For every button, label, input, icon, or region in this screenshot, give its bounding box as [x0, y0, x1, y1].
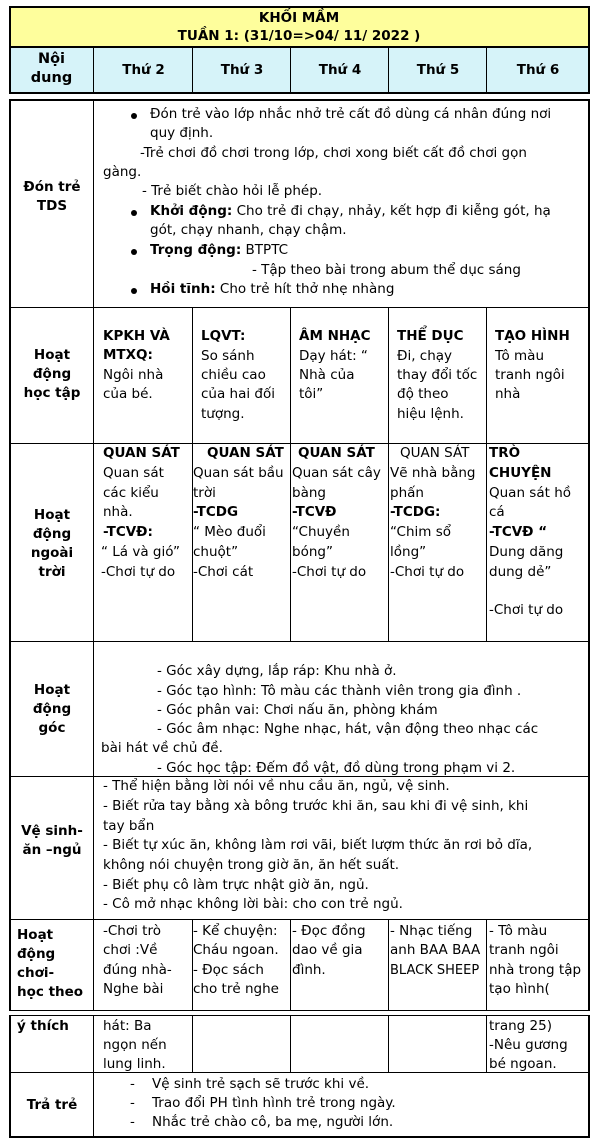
row-label-goc-2: động — [32, 701, 72, 717]
choi-mon-line-7: lung linh. — [103, 1056, 166, 1072]
bullet-1 — [131, 113, 137, 119]
tra-tre-line-3: Nhắc trẻ chào cô, ba mẹ, người lớn. — [152, 1114, 394, 1130]
choi-mon-line-4: Nghe bài — [103, 981, 164, 997]
hoc-tap-wed-text-3: tôi” — [299, 386, 324, 402]
body2-col-line-4 — [388, 1015, 389, 1072]
choi-tue-line-3: - Đọc sách — [193, 962, 264, 978]
hoc-tap-mon-title-2: MTXQ: — [103, 347, 153, 363]
ve-sinh-line-3: tay bẩn — [103, 818, 155, 834]
nt-wed-line-4: “Chuyền — [292, 524, 350, 540]
row-label-choi-5: ý thích — [17, 1018, 69, 1034]
tra-tre-dash-1: - — [130, 1076, 135, 1092]
row-label-ngoai-troi-2: động — [32, 526, 72, 542]
body2-col-line-2 — [192, 1015, 193, 1072]
hoi-tinh-label: Hồi tĩnh: — [150, 281, 216, 297]
choi-mon-line-2: chơi :Về — [103, 942, 158, 958]
nt-tue-line-6: -Chơi cát — [193, 564, 254, 580]
goc-line-6: - Góc học tập: Đếm đồ vật, đồ dùng trong phạm vi 2. — [157, 760, 516, 776]
row-label-ngoai-troi-4: trời — [38, 564, 66, 580]
nt-mon-line-3: nhà. — [103, 504, 133, 520]
hoc-tap-wed-text-2: Nhà của — [299, 367, 355, 383]
body2-label-col — [93, 1015, 94, 1138]
choi-fri-line-4: tạo hình( — [489, 981, 550, 997]
tra-tre-line-1: Vệ sinh trẻ sạch sẽ trước khi về. — [152, 1076, 370, 1092]
nt-mon-heading: QUAN SÁT — [103, 445, 180, 461]
hdr-border-right — [588, 6, 590, 94]
body2-border-right — [588, 1015, 590, 1138]
hoc-tap-thu-text-1: Đi, chạy — [397, 348, 453, 364]
header-day-thu: Thứ 5 — [416, 62, 460, 78]
col-line-4 — [388, 308, 389, 641]
nt-fri-heading-2: CHUYỆN — [489, 465, 552, 481]
row-label-hoc-tap-3: học tập — [23, 385, 81, 401]
hoc-tap-tue-text-4: tượng. — [201, 406, 245, 422]
choi-mon-line-5: hát: Ba — [103, 1018, 152, 1034]
choi-wed-line-3: đình. — [292, 962, 326, 978]
hdr-col-4 — [388, 47, 389, 93]
choi-tue-line-4: cho trẻ nghe — [193, 981, 279, 997]
don-tre-line-5: - Trẻ biết chào hỏi lễ phép. — [142, 183, 323, 199]
hoc-tap-tue-text-1: So sánh — [201, 348, 255, 364]
don-tre-line-1: Đón trẻ vào lớp nhắc nhở trẻ cất đồ dùng cá nhân đúng nơi — [150, 106, 552, 122]
trong-dong-text: BTPTC — [241, 242, 289, 258]
row-label-ve-sinh-2: ăn –ngủ — [22, 842, 82, 858]
header-content-label-1: Nội — [37, 51, 66, 67]
row-label-goc-1: Hoạt — [33, 682, 71, 698]
ve-sinh-line-7: - Cô mở nhạc không lời bài: cho con trẻ ngủ. — [103, 896, 403, 912]
nt-mon-line-6: -Chơi tự do — [101, 564, 176, 580]
nt-wed-line-3: -TCVĐ — [292, 504, 337, 520]
title-line-1: KHỐI MẦM — [258, 10, 340, 26]
row-label-ngoai-troi-3: ngoài — [30, 545, 74, 561]
goc-line-1: - Góc xây dựng, lắp ráp: Khu nhà ở. — [157, 663, 397, 679]
don-tre-line-4: gàng. — [103, 164, 142, 180]
row-label-choi-2: động — [17, 946, 56, 962]
nt-fri-heading-1: TRÒ — [489, 445, 521, 461]
hoi-tinh-text: Cho trẻ hít thở nhẹ nhàng — [215, 281, 395, 297]
row-label-ve-sinh-1: Vệ sinh- — [21, 823, 83, 839]
body-border-bottom — [9, 1010, 590, 1011]
play-col-line-3 — [290, 920, 291, 1010]
col-line-3 — [290, 308, 291, 641]
khoi-dong-text: Cho trẻ đi chạy, nhảy, kết hợp đi kiễng gót, hạ — [232, 203, 551, 219]
nt-thu-line-5: lồng” — [390, 544, 427, 560]
goc-line-3: - Góc phân vai: Chơi nấu ăn, phòng khám — [157, 702, 438, 718]
body2-border-bottom — [9, 1136, 590, 1138]
hoc-tap-fri-text-2: tranh ngôi — [495, 367, 565, 383]
body2-col-line-5 — [486, 1015, 487, 1072]
hoc-tap-fri-text-3: nhà — [495, 386, 521, 402]
hoc-tap-tue-title: LQVT: — [201, 328, 246, 344]
nt-fri-line-4: Dung dăng — [489, 544, 564, 560]
row-label-tra-tre: Trả trẻ — [26, 1097, 78, 1113]
nt-tue-heading: QUAN SÁT — [207, 445, 284, 461]
nt-tue-line-2: trời — [193, 485, 216, 501]
nt-fri-line-2: cá — [489, 504, 505, 520]
goc-line-2: - Góc tạo hình: Tô màu các thành viên trong gia đình . — [157, 683, 522, 699]
header-day-tue: Thứ 3 — [220, 62, 264, 78]
hoc-tap-thu-title: THỂ DỤC — [397, 328, 464, 344]
nt-tue-line-4: “ Mèo đuổi — [193, 524, 266, 540]
hdr-border-bottom — [9, 92, 590, 94]
body-border-right — [588, 99, 590, 1011]
row-label-ngoai-troi-1: Hoạt — [33, 507, 71, 523]
don-tre-hoi-tinh — [150, 280, 394, 299]
row-label-don-tre-1: Đón trẻ — [23, 179, 81, 195]
nt-thu-line-1: Vẽ nhà bằng — [390, 465, 476, 481]
body2-border-top — [9, 1015, 590, 1016]
header-content-label-2: dung — [30, 70, 73, 86]
hoc-tap-mon-text-2: của bé. — [103, 386, 153, 402]
don-tre-line-2: quy định. — [150, 125, 214, 141]
tra-tre-dash-2: - — [130, 1095, 135, 1111]
ve-sinh-line-5: không nói chuyện trong giờ ăn, ăn hết suất. — [103, 857, 400, 873]
hoc-tap-wed-title: ÂM NHẠC — [299, 328, 371, 344]
play-col-line-5 — [486, 920, 487, 1010]
header-day-mon: Thứ 2 — [122, 62, 165, 78]
nt-tue-line-1: Quan sát bầu — [193, 465, 284, 481]
choi-fri-line-5: trang 25) — [489, 1018, 552, 1034]
hoc-tap-fri-title: TẠO HÌNH — [495, 328, 570, 344]
choi-fri-line-2: tranh ngôi — [489, 942, 559, 958]
choi-fri-line-1: - Tô màu — [489, 923, 548, 939]
nt-mon-line-5: “ Lá và gió” — [101, 544, 181, 560]
choi-mon-line-3: đúng nhà- — [103, 962, 172, 978]
choi-fri-line-6: -Nêu gương — [489, 1037, 568, 1053]
tra-tre-line-2: Trao đổi PH tình hình trẻ trong ngày. — [152, 1095, 396, 1111]
nt-fri-line-6: -Chơi tự do — [489, 602, 564, 618]
ve-sinh-line-4: - Biết tự xúc ăn, không làm rơi vãi, biết lượm thức ăn rơi bỏ dĩa, — [103, 837, 533, 853]
nt-wed-line-6: -Chơi tự do — [292, 564, 367, 580]
choi-tue-line-1: - Kể chuyện: — [193, 923, 278, 939]
hoc-tap-mon-text-1: Ngôi nhà — [103, 367, 164, 383]
nt-wed-heading: QUAN SÁT — [298, 445, 375, 461]
choi-wed-line-2: dao về gia — [292, 942, 363, 958]
body2-border-left — [9, 1015, 11, 1138]
don-tre-khoi-dong — [150, 202, 551, 221]
hdr-col-2 — [192, 47, 193, 93]
row-sep-5 — [9, 919, 590, 920]
body-border-top — [9, 99, 590, 101]
nt-mon-line-4: -TCVĐ: — [103, 524, 153, 540]
ve-sinh-line-2: - Biết rửa tay bằng xà bông trước khi ăn, sau khi đi vệ sinh, khi — [103, 798, 529, 814]
nt-thu-line-6: -Chơi tự do — [390, 564, 465, 580]
row-label-goc-3: góc — [38, 720, 66, 736]
play-col-line-4 — [388, 920, 389, 1010]
trong-dong-label: Trọng động: — [150, 242, 242, 258]
nt-mon-line-1: Quan sát — [103, 465, 164, 481]
row-label-choi-1: Hoạt — [17, 927, 54, 943]
nt-thu-line-3: -TCDG: — [390, 504, 441, 520]
hoc-tap-fri-text-1: Tô màu — [495, 348, 545, 364]
row-sep-1 — [9, 307, 590, 308]
nt-thu-line-4: “Chim sổ — [390, 524, 451, 540]
goc-line-4: - Góc âm nhạc: Nghe nhạc, hát, vận động theo nhạc các — [157, 721, 539, 737]
hoc-tap-tue-text-2: chiều cao — [201, 367, 266, 383]
choi-mon-line-1: -Chơi trò — [103, 923, 161, 939]
hdr-col-5 — [486, 47, 487, 93]
khoi-dong-label: Khởi động: — [150, 203, 233, 219]
nt-wed-line-2: bàng — [292, 485, 326, 501]
choi-fri-line-7: bé ngoan. — [489, 1056, 557, 1072]
choi-thu-line-2: anh BAA BAA — [390, 942, 481, 958]
nt-fri-line-1: Quan sát hồ — [489, 485, 572, 501]
nt-mon-line-2: các kiểu — [103, 485, 159, 501]
hdr-border-top — [9, 6, 590, 8]
hdr-col-3 — [290, 47, 291, 93]
row-label-choi-4: học theo — [17, 984, 84, 1000]
bullet-2 — [131, 210, 137, 216]
hoc-tap-thu-text-3: độ theo — [397, 386, 449, 402]
goc-line-5: bài hát về chủ đề. — [101, 740, 223, 756]
hdr-border-mid — [9, 46, 590, 48]
choi-tue-line-2: Cháu ngoan. — [193, 942, 279, 958]
ve-sinh-line-6: - Biết phụ cô làm trực nhật giờ ăn, ngủ. — [103, 877, 369, 893]
hoc-tap-tue-text-3: của hai đối — [201, 386, 275, 402]
choi-thu-line-3: BLACK SHEEP — [390, 963, 480, 978]
nt-tue-line-5: chuột” — [193, 544, 239, 560]
don-tre-trong-dong — [150, 241, 288, 260]
row-label-choi-3: chơi- — [17, 965, 55, 981]
hoc-tap-thu-text-2: thay đổi tốc — [397, 367, 478, 383]
row-label-hoc-tap-1: Hoạt — [33, 347, 71, 363]
nt-thu-line-2: phấn — [390, 485, 424, 501]
hoc-tap-mon-title-1: KPKH VÀ — [103, 328, 170, 344]
body2-col-line-3 — [290, 1015, 291, 1072]
hdr-col-1 — [93, 47, 94, 93]
choi-fri-line-3: nhà trong tập — [489, 962, 582, 978]
header-day-fri: Thứ 6 — [516, 62, 560, 78]
nt-thu-heading: QUAN SÁT — [400, 445, 470, 461]
bullet-4 — [131, 288, 137, 294]
nt-wed-line-5: bóng” — [292, 544, 333, 560]
tra-tre-dash-3: - — [130, 1114, 135, 1130]
row-sep-3 — [9, 641, 590, 642]
choi-thu-line-1: - Nhạc tiếng — [390, 923, 473, 939]
nt-fri-line-5: dung dẻ” — [489, 564, 552, 580]
hdr-border-left — [9, 6, 11, 94]
nt-wed-line-1: Quan sát cây — [292, 465, 381, 481]
row-label-hoc-tap-2: động — [32, 366, 72, 382]
title-line-2: TUẦN 1: (31/10=>04/ 11/ 2022 ) — [177, 28, 421, 44]
nt-tue-line-3: -TCDG — [193, 504, 239, 520]
don-tre-line-3: -Trẻ chơi đồ chơi trong lớp, chơi xong biết cất đồ chơi gọn — [140, 145, 527, 161]
ve-sinh-line-1: - Thể hiện bằng lời nói về nhu cầu ăn, ngủ, vệ sinh. — [103, 778, 450, 794]
bullet-3 — [131, 249, 137, 255]
choi-mon-line-6: ngọn nến — [103, 1037, 167, 1053]
don-tre-trong-dong-2: - Tập theo bài trong abum thể dục sáng — [252, 262, 521, 278]
header-day-wed: Thứ 4 — [318, 62, 362, 78]
hoc-tap-wed-text-1: Dạy hát: “ — [299, 348, 368, 364]
row-label-don-tre-2: TDS — [36, 198, 68, 214]
nt-fri-line-3: -TCVĐ “ — [489, 524, 548, 540]
don-tre-khoi-dong-2: gót, chạy nhanh, chạy chậm. — [150, 222, 347, 238]
col-line-5 — [486, 308, 487, 641]
hoc-tap-thu-text-4: hiệu lệnh. — [397, 406, 464, 422]
choi-wed-line-1: - Đọc đồng — [292, 923, 366, 939]
